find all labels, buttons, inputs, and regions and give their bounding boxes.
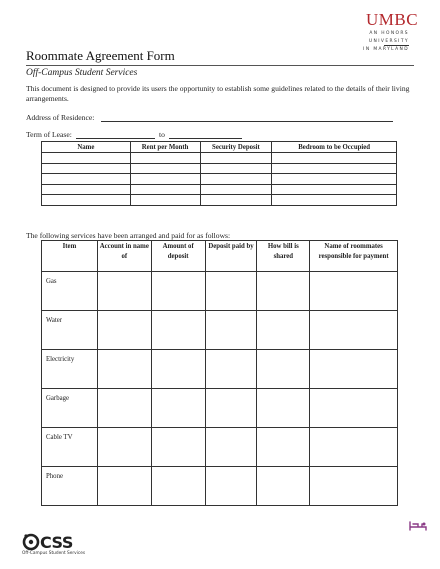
table-cell[interactable] [200,163,272,174]
term-end-field[interactable] [169,130,242,139]
col-amount: Amount of deposit [151,241,205,272]
table-cell[interactable] [310,389,398,428]
table-cell[interactable] [151,272,205,311]
services-table [41,240,398,506]
table-cell[interactable] [205,350,257,389]
logo-tagline-1: AN HONORS [369,31,409,36]
address-label: Address of Residence: [26,113,95,122]
service-item: Electricity [42,350,98,389]
page-title: Roommate Agreement Form [26,48,175,63]
table-cell[interactable] [42,153,131,164]
table-cell[interactable] [205,311,257,350]
table-cell[interactable] [272,184,397,195]
col-paid-by: Deposit paid by [205,241,257,272]
table-cell[interactable] [310,428,398,467]
table-cell[interactable] [97,311,151,350]
table-cell[interactable] [200,174,272,185]
table-cell[interactable] [42,184,131,195]
table-cell[interactable] [42,174,131,185]
table-row [42,174,397,185]
page-subtitle: Off-Campus Student Services [26,68,138,78]
table-cell[interactable] [310,272,398,311]
col-responsible: Name of roommates responsible for payment [310,241,398,272]
table-cell[interactable] [310,467,398,506]
table-cell[interactable] [272,153,397,164]
table-cell[interactable] [257,428,310,467]
table-row [42,389,398,428]
table-cell[interactable] [151,350,205,389]
service-item: Water [42,311,98,350]
table-cell[interactable] [310,311,398,350]
table-cell[interactable] [97,272,151,311]
umbc-logo: UMBC [366,10,419,29]
term-start-field[interactable] [76,130,155,139]
location-pin-icon [22,533,41,551]
bed-icon [409,519,427,537]
table-cell[interactable] [130,174,200,185]
table-cell[interactable] [257,311,310,350]
table-cell[interactable] [151,467,205,506]
table-row [42,153,397,164]
address-field[interactable] [101,113,393,122]
tenant-header-row [42,142,397,153]
col-deposit: Security Deposit [200,142,272,153]
table-cell[interactable] [200,153,272,164]
service-item: Garbage [42,389,98,428]
table-cell[interactable] [272,163,397,174]
term-label: Term of Lease: [26,130,72,139]
table-cell[interactable] [97,389,151,428]
table-cell[interactable] [151,389,205,428]
table-cell[interactable] [200,195,272,206]
table-cell[interactable] [130,195,200,206]
table-cell[interactable] [257,350,310,389]
table-cell[interactable] [130,184,200,195]
col-bedroom: Bedroom to be Occupied [272,142,397,153]
table-row [42,350,398,389]
table-row [42,311,398,350]
table-cell[interactable] [151,311,205,350]
table-row [42,163,397,174]
ocss-logo-word: CSS [40,533,73,552]
title-rule [26,65,414,66]
table-cell[interactable] [130,163,200,174]
table-cell[interactable] [97,467,151,506]
col-account: Account in name of [97,241,151,272]
table-row [42,272,398,311]
services-caption: The following services have been arranged and paid for as follows: [26,231,231,240]
table-cell[interactable] [272,195,397,206]
services-header-row [42,241,398,272]
col-name: Name [42,142,131,153]
table-cell[interactable] [205,428,257,467]
table-cell[interactable] [130,153,200,164]
table-cell[interactable] [257,389,310,428]
tenant-table [41,141,397,206]
table-cell[interactable] [151,428,205,467]
table-row [42,195,397,206]
term-to-label: to [159,130,165,139]
table-cell[interactable] [97,428,151,467]
intro-paragraph: This document is designed to provide its users the opportunity to establish some guidelines related to the details of their living arrangements. [26,84,410,103]
ocss-logo-subtitle: Off-Campus Student Services [22,551,86,556]
table-cell[interactable] [257,272,310,311]
col-shared: How bill is shared [257,241,310,272]
table-cell[interactable] [205,389,257,428]
logo-tagline-2: UNIVERSITY [368,39,409,44]
service-item: Gas [42,272,98,311]
table-cell[interactable] [200,184,272,195]
table-cell[interactable] [97,350,151,389]
col-item: Item [42,241,98,272]
logo-divider [384,45,409,46]
table-cell[interactable] [272,174,397,185]
table-row [42,184,397,195]
col-rent: Rent per Month [130,142,200,153]
table-cell[interactable] [205,272,257,311]
table-row [42,428,398,467]
service-item: Phone [42,467,98,506]
table-cell[interactable] [42,195,131,206]
service-item: Cable TV [42,428,98,467]
table-row [42,467,398,506]
table-cell[interactable] [42,163,131,174]
table-cell[interactable] [257,467,310,506]
logo-tagline-3: IN MARYLAND [363,47,409,52]
table-cell[interactable] [310,350,398,389]
table-cell[interactable] [205,467,257,506]
